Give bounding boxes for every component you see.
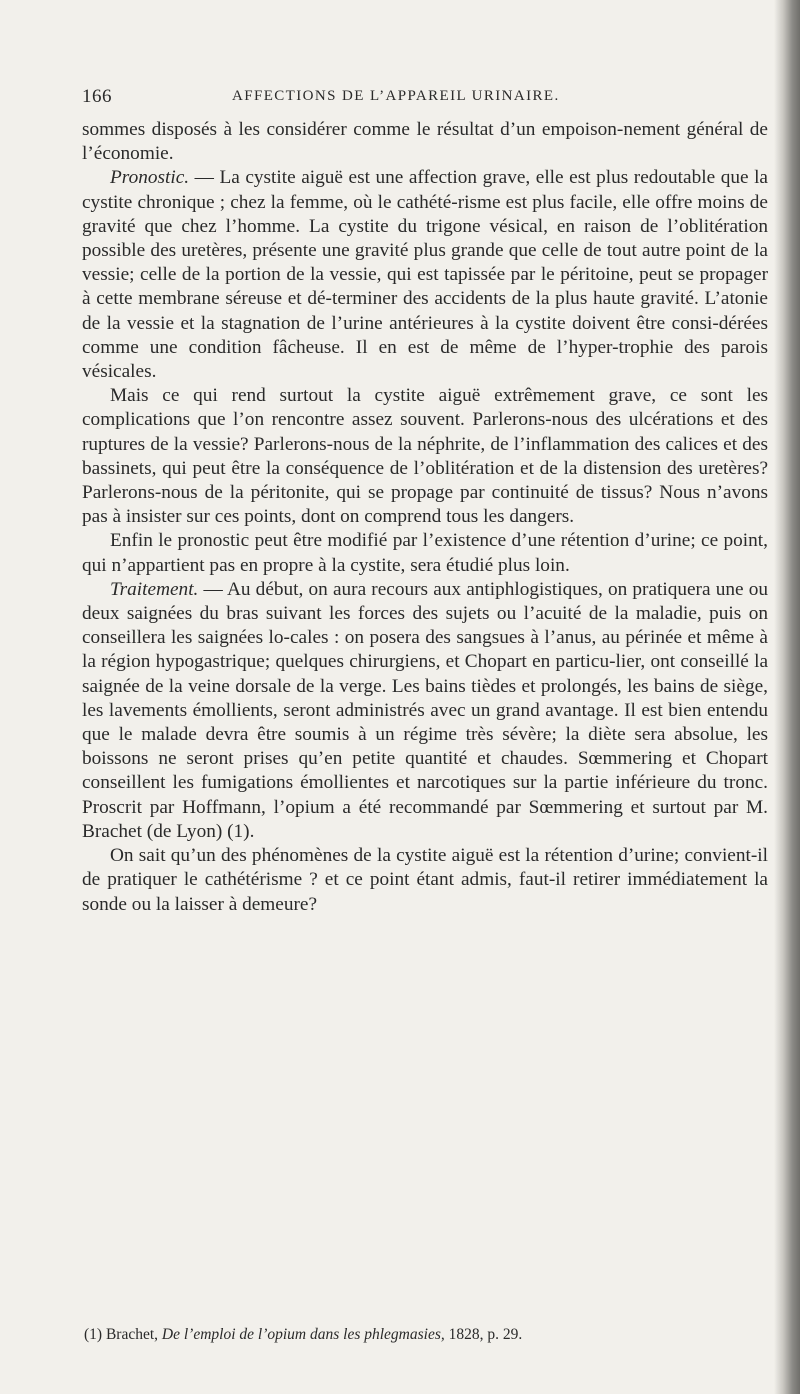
paragraph-text: — La cystite aiguë est une affection grave, elle est plus redoutable que la cystite chronique ; chez la femme, où le cathété-risme est plus facile, elle offre moins de gravité que chez l’homme. La cystite du trigone vésical, en raison de l’oblitération possible des uretères, présente une gravité plus grande que celle de tout autre point de la vessie; celle de la portion de la vessie, qui est tapissée par le péritoine, peut se propager à cette membrane séreuse et dé-terminer des accidents de la plus haute gravité. L’atonie de la vessie et la stagnation de l’urine antérieures à la cystite doivent être consi-dérées comme une condition fâcheuse. Il en est de même de l’hyper-trophie des parois vésicales. <box>82 167 768 383</box>
paragraph-text: — Au début, on aura recours aux antiphlogistiques, on pratiquera une ou deux saignées du bras suivant les forces des sujets ou l’acuité de la maladie, puis on conseillera les saignées lo-cales : on posera des sangsues à l’anus, au périnée et même à la région hypogastrique; quelques chirurgiens, et Chopart en particu-lier, ont conseillé la saignée de la veine dorsale de la verge. Les bains tièdes et prolongés, les bains de siège, les lavements émollients, seront administrés avec un grand avantage. Il est bien entendu que le malade devra être soumis à un régime très sévère; la diète sera absolue, les boissons ne seront prises qu’en petite quantité et chaudes. Sœmmering et Chopart conseillent les fumigations émollientes et narcotiques sur la partie inférieure du tronc. Proscrit par Hoffmann, l’opium a été recommandé par Sœmmering et surtout par M. Brachet (de Lyon) (1). <box>82 578 768 842</box>
paragraph-pronostic <box>82 166 768 384</box>
page-number: 166 <box>82 86 112 107</box>
paragraph-intro <box>82 118 768 166</box>
body-text <box>82 118 768 917</box>
paragraph-traitement <box>82 578 768 844</box>
paragraph-text: On sait qu’un des phénomènes de la cystite aiguë est la rétention d’urine; convient-il de pratiquer le cathétérisme ? et ce point étant admis, faut-il retirer immédiatement la sonde ou la laisser à demeure? <box>82 845 768 915</box>
paragraph-complications <box>82 384 768 529</box>
paragraph-catheterisme <box>82 844 768 917</box>
paragraph-text: sommes disposés à les considérer comme le résultat d’un empoison-nement général de l’économie. <box>82 119 768 165</box>
running-head: AFFECTIONS DE L’APPAREIL URINAIRE. <box>232 88 560 104</box>
page-header <box>82 86 772 112</box>
paragraph-text: Mais ce qui rend surtout la cystite aiguë extrêmement grave, ce sont les complications que l’on rencontre assez souvent. Parlerons-nous des ulcérations et des ruptures de la vessie? Parlerons-nous de la néphrite, de l’inflammation des calices et des bassinets, qui peut être la conséquence de l’oblitération et de la distension des uretères? Parlerons-nous de la péritonite, qui se propage par continuité de tissus? Nous n’avons pas à insister sur ces points, dont on comprend tous les dangers. <box>82 385 768 528</box>
section-lead-traitement: Traitement. <box>110 578 199 600</box>
section-lead-pronostic: Pronostic. <box>110 167 190 189</box>
paragraph-text: Enfin le pronostic peut être modifié par l’existence d’une rétention d’urine; ce point, qui n’appartient pas en propre à la cystite, sera étudié plus loin. <box>82 530 768 576</box>
footnote-title: De l’emploi de l’opium dans les phlegmasies, <box>161 1326 445 1343</box>
footnote-rest: 1828, p. 29. <box>444 1326 523 1343</box>
scan-edge-shadow <box>774 0 800 1394</box>
paragraph-retention <box>82 529 768 577</box>
footnote <box>84 1325 764 1345</box>
footnote-marker: (1) Brachet, <box>84 1326 162 1343</box>
